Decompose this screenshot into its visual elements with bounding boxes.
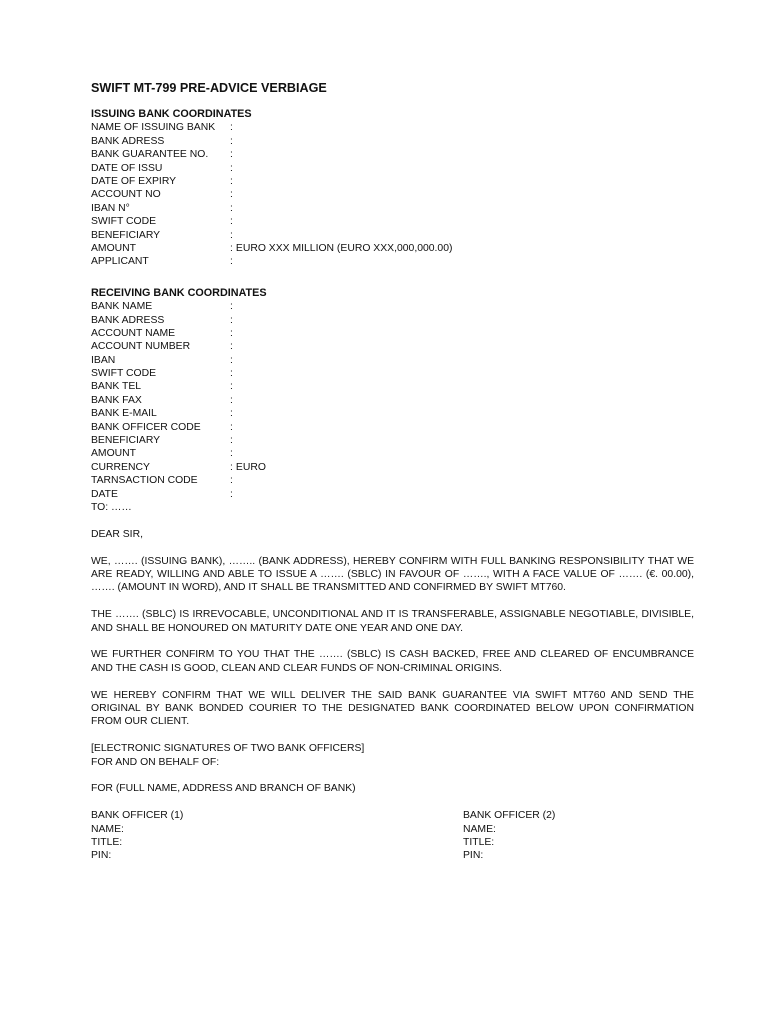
field-separator: : [230, 229, 233, 241]
field-label: AMOUNT [91, 448, 137, 460]
signatures-note: [ELECTRONIC SIGNATURES OF TWO BANK OFFICERS] [91, 743, 365, 755]
field-label: BANK GUARANTEE NO. [91, 149, 209, 161]
field-row [91, 407, 694, 420]
officer-pin-label: PIN: [91, 850, 112, 862]
issuing-bank-heading: ISSUING BANK COORDINATES [91, 108, 252, 120]
field-label: BENEFICIARY [91, 229, 161, 241]
field-label: BANK OFFICER CODE [91, 421, 201, 433]
field-row [91, 188, 694, 201]
spacer [91, 796, 694, 809]
field-value [233, 255, 694, 268]
field-label: NAME OF ISSUING BANK [91, 122, 216, 134]
field-label: BANK FAX [91, 394, 142, 406]
field-separator: : [230, 122, 233, 134]
field-value [233, 340, 694, 353]
paragraph-confirmation: WE, ……. (ISSUING BANK), …….. (BANK ADDRESS), HEREBY CONFIRM WITH FULL BANKING RESPONSIBILITY THAT WE ARE READY, WILLING AND ABLE TO ISSUE A ……. (SBLC) IN FAVOUR OF ……., WITH A FACE VALUE OF ……. (€. 00.00), ……. (AMOUNT IN WORD), AND IT SHALL BE TRANSMITTED AND CONFIRMED BY SWIFT MT760. [91, 555, 694, 594]
field-label: BANK TEL [91, 381, 142, 393]
officer-title-label: TITLE: [91, 836, 123, 848]
receiving-bank-fields [91, 300, 694, 501]
field-separator: : [230, 381, 233, 393]
field-separator: : [230, 256, 233, 268]
to-line: TO: …… [91, 501, 132, 513]
field-label: IBAN N° [91, 202, 130, 214]
field-value [233, 188, 694, 201]
field-value [233, 367, 694, 380]
field-separator: : [230, 408, 233, 420]
field-separator: : [230, 162, 233, 174]
field-separator: : [230, 175, 233, 187]
field-label: SWIFT CODE [91, 368, 157, 380]
field-value [233, 380, 694, 393]
field-row [91, 255, 694, 268]
field-separator: : [230, 189, 233, 201]
spacer [91, 541, 694, 554]
field-row [91, 434, 694, 447]
field-value [233, 148, 694, 161]
field-separator: : [230, 461, 233, 473]
field-row [91, 367, 694, 380]
field-separator: : [230, 149, 233, 161]
field-row [91, 148, 694, 161]
field-row [91, 354, 694, 367]
field-row [91, 380, 694, 393]
field-label: ACCOUNT NAME [91, 327, 176, 339]
field-separator: : [230, 135, 233, 147]
field-row [91, 474, 694, 487]
field-row [91, 175, 694, 188]
bank-officers [91, 809, 694, 863]
section-spacer [91, 269, 694, 287]
field-label: DATE OF ISSU [91, 162, 163, 174]
field-value [233, 175, 694, 188]
bank-officer-1 [91, 809, 463, 863]
field-value [233, 300, 694, 313]
on-behalf-line: FOR AND ON BEHALF OF: [91, 756, 220, 768]
field-value [233, 229, 694, 242]
field-row [91, 340, 694, 353]
field-row [91, 461, 694, 474]
field-label: ACCOUNT NUMBER [91, 341, 191, 353]
field-row [91, 215, 694, 228]
officer-name-label: NAME: [463, 823, 496, 835]
spacer [91, 514, 694, 527]
field-separator: : [230, 368, 233, 380]
field-separator: : [230, 435, 233, 447]
officer-title-label: TITLE: [463, 836, 495, 848]
spacer [91, 675, 694, 688]
field-label: ACCOUNT NO [91, 189, 161, 201]
field-label: SWIFT CODE [91, 216, 157, 228]
paragraph-cash-backed: WE FURTHER CONFIRM TO YOU THAT THE ……. (SBLC) IS CASH BACKED, FREE AND CLEARED OF ENCUMBRANCE AND THE CASH IS GOOD, CLEAN AND CLEAR FUNDS OF NON-CRIMINAL ORIGINS. [91, 649, 694, 674]
field-row [91, 229, 694, 242]
field-separator: : [230, 242, 233, 254]
spacer [91, 729, 694, 742]
field-separator: : [230, 448, 233, 460]
field-value [233, 121, 694, 134]
paragraph-irrevocable: THE ……. (SBLC) IS IRREVOCABLE, UNCONDITIONAL AND IT IS TRANSFERABLE, ASSIGNABLE NEGOTIABLE, DIVISIBLE, AND SHALL BE HONOURED ON MATURITY DATE ONE YEAR AND ONE DAY. [91, 609, 694, 634]
field-value: EURO XXX MILLION (EURO XXX,000,000.00) [235, 242, 453, 254]
field-row [91, 314, 694, 327]
officer-pin-label: PIN: [463, 850, 484, 862]
field-value [233, 327, 694, 340]
salutation: DEAR SIR, [91, 528, 143, 540]
field-separator: : [230, 341, 233, 353]
field-label: BANK ADRESS [91, 314, 165, 326]
field-separator: : [230, 421, 233, 433]
field-value [233, 488, 694, 501]
field-value: EURO [235, 461, 266, 473]
field-row [91, 327, 694, 340]
field-label: AMOUNT [91, 242, 137, 254]
field-value [233, 434, 694, 447]
document-page [91, 80, 694, 863]
field-label: BENEFICIARY [91, 435, 161, 447]
spacer [91, 635, 694, 648]
field-row [91, 447, 694, 460]
field-value [233, 215, 694, 228]
bank-officer-2 [463, 809, 694, 863]
field-value [233, 394, 694, 407]
field-separator: : [230, 314, 233, 326]
issuing-bank-fields [91, 121, 694, 268]
officer-heading: BANK OFFICER (2) [463, 810, 556, 822]
field-label: BANK NAME [91, 301, 153, 313]
field-label: APPLICANT [91, 256, 149, 268]
receiving-bank-heading: RECEIVING BANK COORDINATES [91, 286, 267, 299]
field-row [91, 121, 694, 134]
spacer [91, 595, 694, 608]
officer-name-label: NAME: [91, 823, 124, 835]
field-row [91, 202, 694, 215]
field-row [91, 242, 694, 255]
field-value [233, 354, 694, 367]
field-label: TARNSACTION CODE [91, 475, 198, 487]
spacer [91, 769, 694, 782]
field-row [91, 488, 694, 501]
field-separator: : [230, 394, 233, 406]
field-value [233, 314, 694, 327]
document-title: SWIFT MT-799 PRE-ADVICE VERBIAGE [91, 81, 327, 95]
field-separator: : [230, 488, 233, 500]
field-separator: : [230, 202, 233, 214]
for-bank-line: FOR (FULL NAME, ADDRESS AND BRANCH OF BANK) [91, 783, 356, 795]
paragraph-delivery: WE HEREBY CONFIRM THAT WE WILL DELIVER THE SAID BANK GUARANTEE VIA SWIFT MT760 AND SEND THE ORIGINAL BY BANK BONDED COURIER TO THE DESIGNATED BANK COORDINATED BELOW UPON CONFIRMATION FROM OUR CLIENT. [91, 689, 694, 728]
field-value [233, 202, 694, 215]
field-row [91, 135, 694, 148]
officer-heading: BANK OFFICER (1) [91, 810, 184, 822]
field-label: DATE OF EXPIRY [91, 175, 177, 187]
field-row [91, 394, 694, 407]
field-label: DATE [91, 488, 118, 500]
field-separator: : [230, 475, 233, 487]
field-row [91, 421, 694, 434]
field-separator: : [230, 216, 233, 228]
field-label: BANK E-MAIL [91, 408, 157, 420]
field-value [233, 474, 694, 487]
field-row [91, 162, 694, 175]
field-label: BANK ADRESS [91, 135, 165, 147]
field-value [233, 162, 694, 175]
field-separator: : [230, 301, 233, 313]
field-separator: : [230, 354, 233, 366]
field-row [91, 300, 694, 313]
field-value [233, 421, 694, 434]
field-label: CURRENCY [91, 461, 150, 473]
field-label: IBAN [91, 354, 116, 366]
field-value [233, 447, 694, 460]
field-value [233, 407, 694, 420]
field-value [233, 135, 694, 148]
field-separator: : [230, 327, 233, 339]
